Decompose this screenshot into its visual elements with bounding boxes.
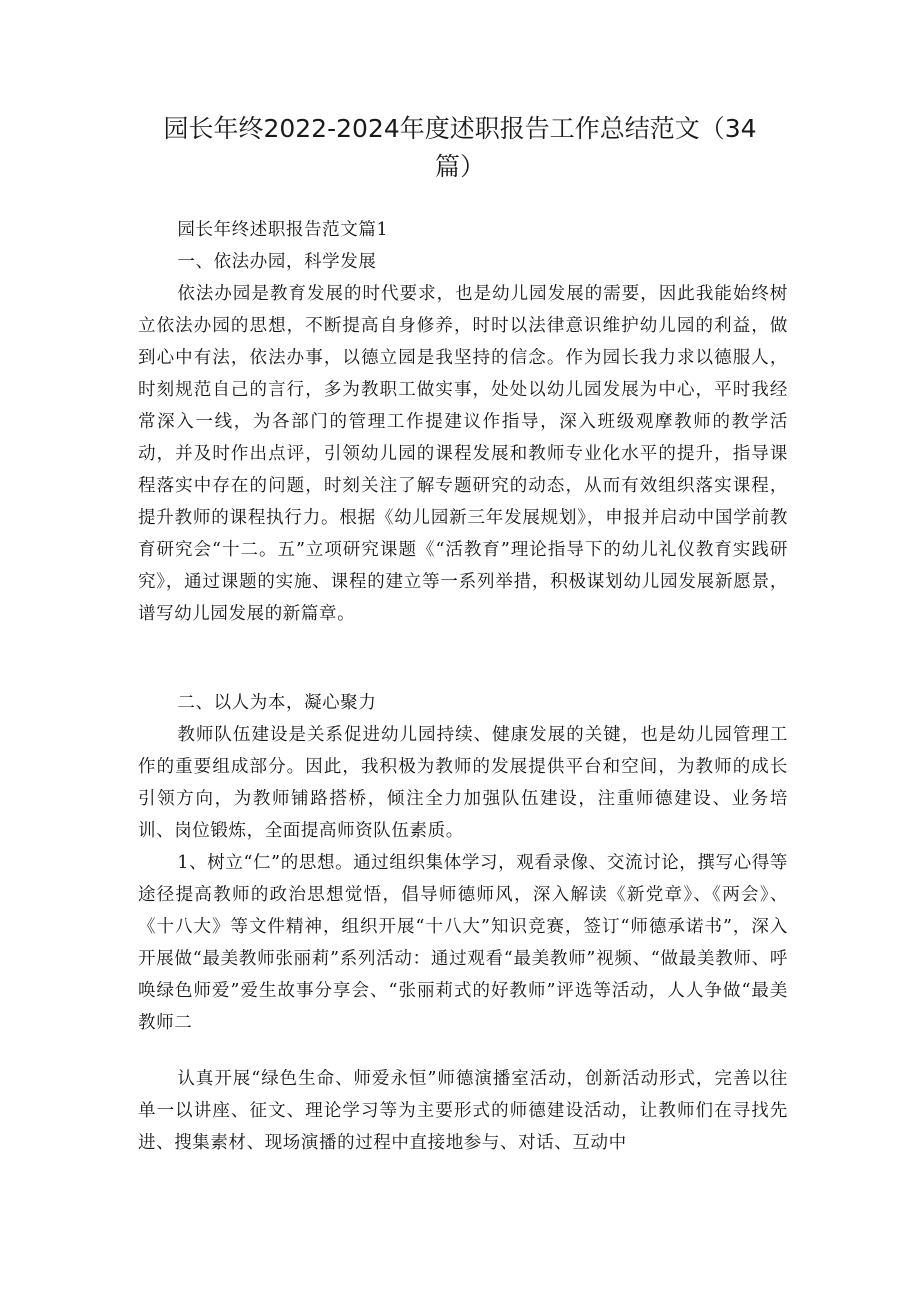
- document-title: [150, 110, 770, 186]
- paragraph-1: 依法办园是教育发展的时代要求，也是幼儿园发展的需要，因此我能始终树立依法办园的思想，不断提高自身修养，时时以法律意识维护幼儿园的利益，做到心中有法，依法办事，以德立园是我坚持的信念。作为园长我力求以德服人，时刻规范自己的言行，多为教职工做实事，处处以幼儿园发展为中心，平时我经常深入一线，为各部门的管理工作提建议作指导，深入班级观摩教师的教学活动，并及时作出点评，引领幼儿园的课程发展和教师专业化水平的提升，指导课程落实中存在的问题，时刻关注了解专题研究的动态，从而有效组织落实课程，提升教师的课程执行力。根据《幼儿园新三年发展规划》，申报并启动中国学前教育研究会“十二。五”立项研究课题《“活教育”理论指导下的幼儿礼仪教育实践研究》，通过课题的实施、课程的建立等一系列举措，积极谋划幼儿园发展新愿景，谱写幼儿园发展的新篇章。: [138, 284, 788, 624]
- heading-1: 一、依法办园，科学发展: [177, 252, 377, 272]
- heading-2: 二、以人为本，凝心聚力: [177, 693, 377, 713]
- document-title-line-2: 篇）: [434, 152, 485, 181]
- paragraph-3: 1、树立“仁”的思想。通过组织集体学习，观看录像、交流讨论，撰写心得等途径提高教师的政治思想觉悟，倡导师德师风，深入解读《新党章》、《两会》、《十八大》等文件精神，组织开展“十八大”知识竞赛，签订“师德承诺书”，深入开展做“最美教师张丽莉”系列活动：通过观看“最美教师”视频、“做最美教师、呼唤绿色师爱”爱生故事分享会、“张丽莉式的好教师”评选等活动，人人争做“最美教师二: [138, 853, 788, 1033]
- paragraph-2: 教师队伍建设是关系促进幼儿园持续、健康发展的关键，也是幼儿园管理工作的重要组成部分。因此，我积极为教师的发展提供平台和空间，为教师的成长引领方向，为教师铺路搭桥，倾注全力加强队伍建设，注重师德建设、业务培训、岗位锻炼，全面提高师资队伍素质。: [138, 725, 788, 841]
- paragraph-4: 认真开展“绿色生命、师爱永恒”师德演播室活动，创新活动形式，完善以往单一以讲座、征文、理论学习等为主要形式的师德建设活动，让教师们在寻找先进、搜集素材、现场演播的过程中直接地参与、对话、互动中: [138, 1069, 788, 1153]
- body-block-2: [138, 687, 788, 1039]
- document-title-line-1: 园长年终2022-2024年度述职报告工作总结范文（34: [163, 114, 757, 143]
- body-block-3: [138, 1063, 788, 1159]
- section-title: 园长年终述职报告范文篇1: [177, 220, 389, 240]
- body-block-1: [138, 214, 788, 630]
